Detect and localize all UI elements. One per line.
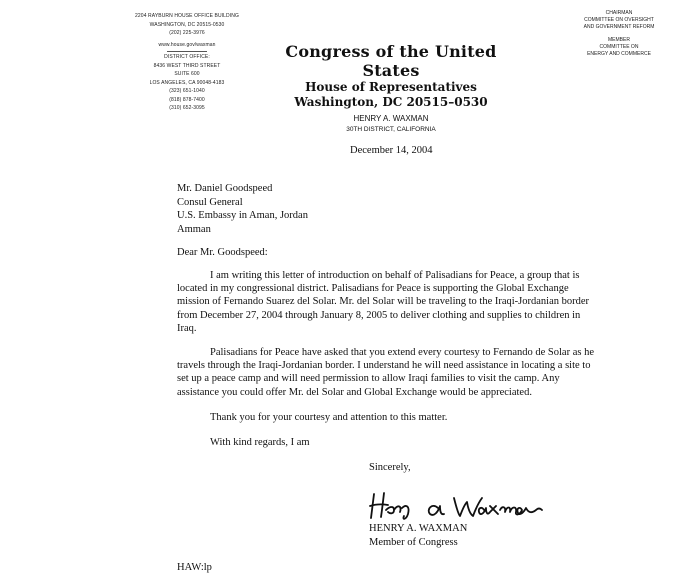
district-office-label: DISTRICT OFFICE:: [164, 54, 210, 60]
district-phone: (310) 652-3095: [169, 105, 205, 111]
committee-name: COMMITTEE ON OVERSIGHT: [584, 17, 654, 23]
recipient-line: Mr. Daniel Goodspeed: [177, 183, 273, 194]
district-phone: (818) 878-7400: [169, 96, 205, 103]
letterhead-title: Congress of the United States: [285, 42, 497, 80]
website-link[interactable]: www.house.gov/waxman: [158, 41, 216, 48]
district-address-line: 8436 WEST THIRD STREET: [153, 62, 221, 69]
body-paragraph: With kind regards, I am: [210, 437, 310, 448]
district-address-line: SUITE 600: [174, 71, 200, 77]
address-divider: [167, 51, 207, 52]
committee-name: AND GOVERNMENT REFORM: [583, 24, 655, 30]
dc-address-line: WASHINGTON, DC 20515-0530: [149, 21, 225, 28]
salutation: Dear Mr. Goodspeed:: [177, 247, 268, 258]
letterhead-member-name: HENRY A. WAXMAN: [353, 114, 429, 123]
letterhead-district: 30TH DISTRICT, CALIFORNIA: [346, 126, 436, 133]
signer-name: HENRY A. WAXMAN: [369, 523, 468, 534]
committee-role: MEMBER: [608, 37, 630, 43]
letterhead-city: Washington, DC 20515–0530: [294, 95, 488, 109]
body-paragraph: I am writing this letter of introduction on behalf of Palisadians for Peace, a group that is located in my congressional district. Palisadians for Peace is supporting the Global Exchange mission of Fernando Suarez del Solar. Mr. del Solar will be traveling to the Iraqi-Jordanian border from December 27, 2004 through January 8, 2005 to deliver clothing and supplies to children in Iraq.: [177, 270, 590, 334]
committee-block: [560, 10, 678, 58]
letterhead: [258, 42, 524, 135]
closing: Sincerely,: [369, 462, 411, 473]
district-address-line: LOS ANGELES, CA 90048-4183: [149, 79, 225, 86]
district-phone: (323) 651-1040: [169, 88, 205, 94]
dc-address-line: 2204 RAYBURN HOUSE OFFICE BUILDING: [135, 13, 239, 19]
recipient-line: Amman: [177, 223, 211, 235]
recipient-address: [177, 182, 308, 236]
letterhead-house: House of Representatives: [305, 80, 477, 94]
dc-office-address: [128, 12, 246, 113]
letter-date: December 14, 2004: [350, 145, 433, 156]
reference-initials: HAW:lp: [177, 562, 212, 573]
committee-name: ENERGY AND COMMERCE: [587, 51, 651, 57]
signer-block: [369, 522, 467, 549]
body-paragraph: Thank you for your courtesy and attention to this matter.: [210, 412, 448, 423]
committee-role: CHAIRMAN: [605, 10, 633, 16]
committee-name: COMMITTEE ON: [599, 44, 639, 50]
recipient-line: Consul General: [177, 196, 243, 208]
signer-title: Member of Congress: [369, 536, 458, 548]
dc-phone: (202) 225-3976: [169, 30, 205, 36]
handwritten-signature: [368, 490, 544, 522]
recipient-line: U.S. Embassy in Aman, Jordan: [177, 210, 308, 221]
body-paragraph: Palisadians for Peace have asked that you extend every courtesy to Fernando de Solar as he travels through the Iraqi-Jordanian border. I understand he will need assistance in locating a site to set up a peace camp and will need permission to allow Iraqi families to visit the camp. Any assistance you could offer Mr. del Solar and Global Exchange would be appreciated.: [177, 347, 594, 398]
